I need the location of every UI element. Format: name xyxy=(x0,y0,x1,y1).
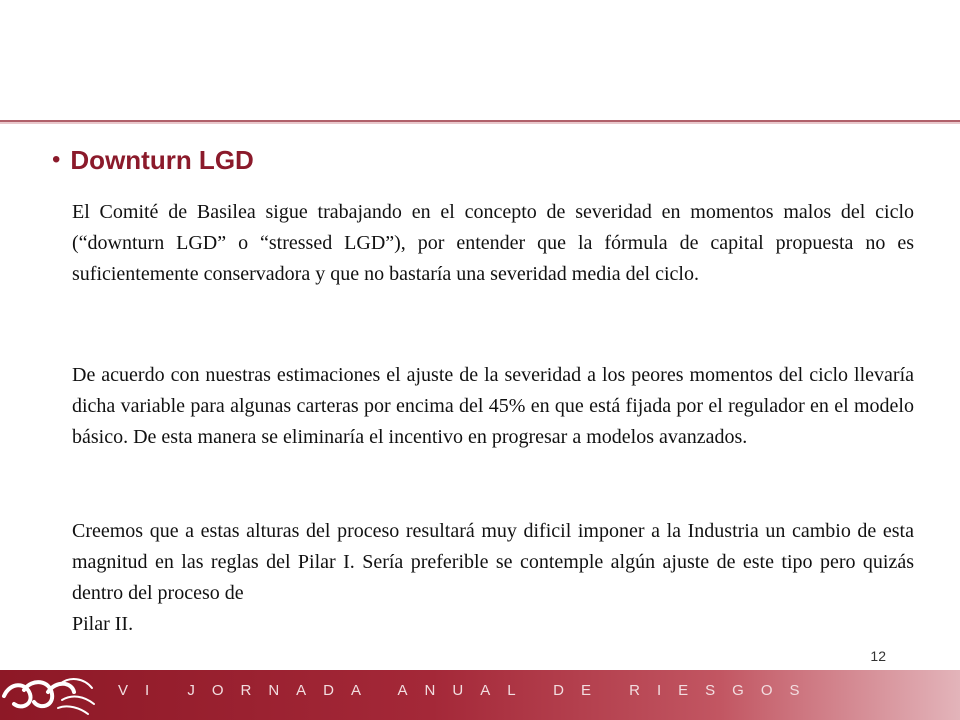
paragraph-conclusion-main: Creemos que a estas alturas del proceso resultará muy dificil imponer a la Industria un cambio de esta magnitud en las reglas del Pilar I. Sería preferible se contemple algún ajuste de este tipo pero quizás dentro del proceso de xyxy=(72,520,914,604)
paragraph-estimations: De acuerdo con nuestras estimaciones el ajuste de la severidad a los peores momentos del ciclo llevaría dicha variable para algunas carteras por encima del 45% en que está fijada por el regulador en el modelo básico. De esta manera se eliminaría el incentivo en progresar a modelos avanzados. xyxy=(72,364,914,448)
page-number: 12 xyxy=(870,648,886,664)
paragraph-basel-committee: El Comité de Basilea sigue trabajando en el concepto de severidad en momentos malos del ciclo (“downturn LGD” o “stressed LGD”), por entender que la fórmula de capital propuesta no es suficientemente conservadora y que no bastaría una severidad media del ciclo. xyxy=(72,201,914,285)
wave-logo-icon xyxy=(0,670,96,720)
bullet-icon: • xyxy=(52,146,61,173)
section-title: Downturn LGD xyxy=(70,144,254,175)
footer-band xyxy=(0,670,960,720)
top-divider xyxy=(0,120,960,124)
paragraph-conclusion xyxy=(72,516,914,640)
paragraph-conclusion-end: Pilar II. xyxy=(72,613,134,635)
footer-event-title: VI JORNADA ANUAL DE RIESGOS xyxy=(118,682,817,699)
section-heading xyxy=(52,140,254,180)
